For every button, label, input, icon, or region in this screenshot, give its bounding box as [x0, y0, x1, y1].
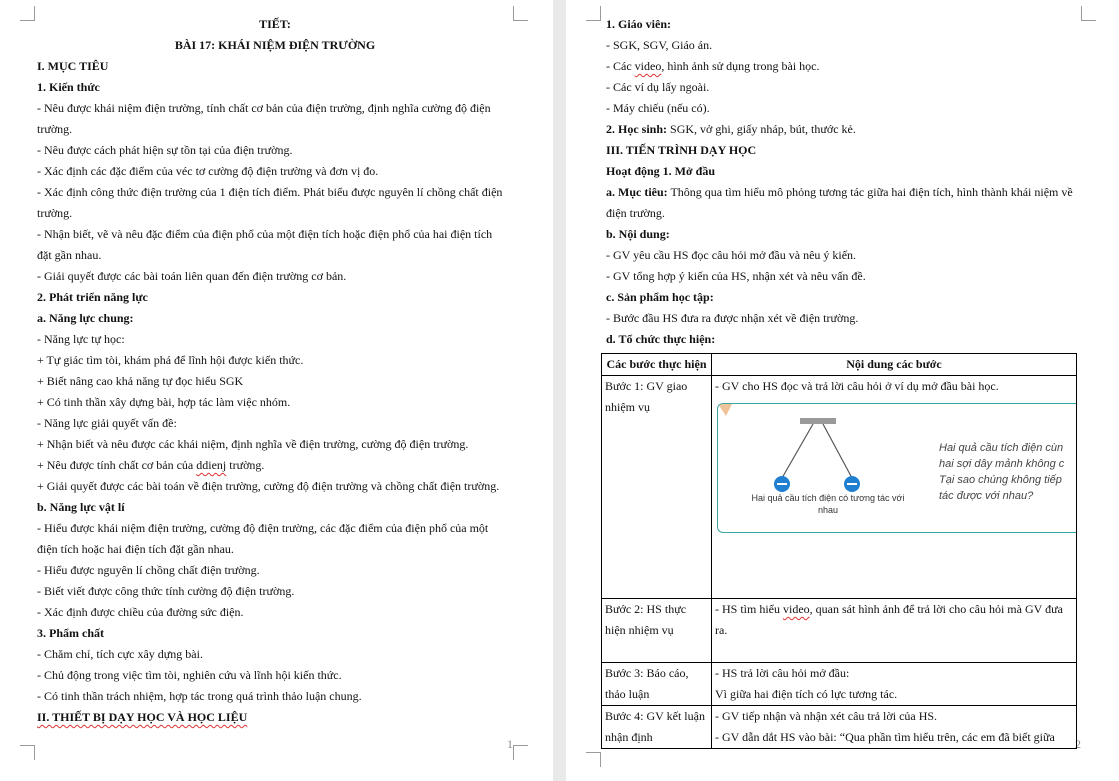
- cell-line: - HS trả lời câu hỏi mở đầu:: [715, 666, 850, 680]
- paragraph-line: [606, 119, 1084, 140]
- label-hoc-sinh: 2. Học sinh:: [606, 122, 668, 136]
- paragraph-line: - Nhận biết, vẽ và nêu đặc điểm của điện phổ của một điện tích hoặc điện phổ của hai điện tích: [37, 227, 493, 241]
- table-cell-step: [602, 663, 712, 706]
- crop-mark: [586, 752, 601, 767]
- paragraph-line: trường.: [37, 122, 73, 136]
- crop-mark: [20, 745, 35, 760]
- crop-mark: [513, 6, 528, 21]
- cell-line: Vì giữa hai điện tích có lực tương tác.: [715, 687, 898, 701]
- paragraph-line: - Hiểu được nguyên lí chồng chất điện trường.: [37, 563, 260, 577]
- paragraph-line: điện tích hoặc hai điện tích đặt gần nhau.: [37, 542, 234, 556]
- paragraph-line: - Các ví dụ lấy ngoài.: [606, 80, 710, 94]
- charged-spheres-illustration: [717, 403, 1076, 533]
- spelling-error-word[interactable]: video: [783, 602, 810, 616]
- table-header-row: [602, 354, 1077, 376]
- page-2-body: [606, 14, 1084, 350]
- heading-giao-vien: 1. Giáo viên:: [606, 17, 671, 31]
- paragraph-line: - Năng lực tự học:: [37, 332, 125, 346]
- paragraph-line: - Chủ động trong việc tìm tòi, nghiên cứu và lĩnh hội kiến thức.: [37, 668, 342, 682]
- table-header: Nội dung các bước: [712, 354, 1077, 376]
- spelling-error-word[interactable]: ddienj: [196, 458, 227, 472]
- cell-line: ra.: [715, 623, 728, 637]
- crop-mark: [586, 6, 601, 21]
- text-run: SGK, vở ghi, giấy nháp, bút, thước kẻ.: [667, 122, 856, 136]
- page-1: [0, 0, 553, 781]
- paragraph-line: + Nhận biết và nêu được các khái niệm, định nghĩa về điện trường, cường độ điện trường.: [37, 437, 469, 451]
- cell-line: Bước 2: HS thực: [605, 602, 687, 616]
- paragraph-line: đặt gần nhau.: [37, 248, 102, 262]
- paragraph-line: - Hiểu được khái niệm điện trường, cường độ điện trường, các đặc điểm của điện phổ của một: [37, 521, 489, 535]
- paragraph-line: - Xác định công thức điện trường của 1 điện tích điểm. Phát biểu được nguyên lí chồng chất điện: [37, 185, 503, 199]
- illustration-caption: Hai quả cầu tích điện có tương tác với nhau: [751, 493, 905, 515]
- paragraph-line: - Giải quyết được các bài toán liên quan đến điện trường cơ bản.: [37, 269, 347, 283]
- table-row: [602, 706, 1077, 749]
- paragraph-line: + Giải quyết được các bài toán về điện trường, cường độ điện trường và chồng chất điện trường.: [37, 479, 500, 493]
- heading-kien-thuc: 1. Kiến thức: [37, 80, 100, 94]
- paragraph-line: - GV tổng hợp ý kiến của HS, nhận xét và nêu vấn đề.: [606, 269, 866, 283]
- paragraph-line: [606, 182, 1084, 203]
- heading-thiet-bi: [37, 707, 513, 728]
- paragraph-line: - Chăm chỉ, tích cực xây dựng bài.: [37, 647, 203, 661]
- cell-line: - GV tiếp nhận và nhận xét câu trả lời của HS.: [715, 709, 938, 723]
- page-number: 1: [507, 737, 513, 751]
- pointer-marker: [718, 404, 732, 416]
- paragraph-line: + Có tinh thần xây dựng bài, hợp tác làm việc nhóm.: [37, 395, 291, 409]
- paragraph-line: - Nêu được cách phát hiện sự tồn tại của điện trường.: [37, 143, 293, 157]
- paragraph-line: [606, 56, 1084, 77]
- paragraph-line: - GV yêu cầu HS đọc câu hỏi mở đầu và nêu ý kiến.: [606, 248, 857, 262]
- minus-sign-icon: [777, 483, 787, 485]
- text-run: , quan sát hình ảnh để trả lời cho câu hỏi mà GV đưa: [809, 602, 1063, 616]
- cell-line: - GV cho HS đọc và trả lời câu hỏi ở ví dụ mở đầu bài học.: [715, 379, 999, 393]
- cell-line: nhiệm vụ: [605, 400, 650, 414]
- table-cell-step: [602, 376, 712, 599]
- lesson-title: BÀI 17: KHÁI NIỆM ĐIỆN TRƯỜNG: [174, 38, 376, 52]
- steps-table: [601, 353, 1077, 749]
- cell-line: [715, 599, 1073, 620]
- table-cell-content: [712, 706, 1077, 749]
- cell-line: Bước 3: Báo cáo,: [605, 666, 689, 680]
- heading-muc-tieu: I. MỤC TIÊU: [37, 59, 109, 73]
- table-cell-content: [712, 376, 1077, 599]
- paragraph-line: - Có tinh thần trách nhiệm, hợp tác trong quá trình thảo luận chung.: [37, 689, 362, 703]
- cell-line: Bước 4: GV kết luận: [605, 709, 705, 723]
- paragraph-line: - Biết viết được công thức tính cường độ điện trường.: [37, 584, 295, 598]
- heading-noi-dung: b. Nội dung:: [606, 227, 670, 241]
- lesson-tiet: TIẾT:: [259, 17, 291, 31]
- table-row: [602, 599, 1077, 663]
- paragraph-line: - Máy chiếu (nếu có).: [606, 101, 710, 115]
- table-row: [602, 376, 1077, 599]
- page-number: 2: [1075, 737, 1081, 751]
- support-bar: [800, 418, 836, 424]
- heading-hoat-dong-1: Hoạt động 1. Mở đầu: [606, 164, 715, 178]
- paragraph-line: + Tự giác tìm tòi, khám phá để lĩnh hội được kiến thức.: [37, 353, 304, 367]
- label-muc-tieu: a. Mục tiêu:: [606, 185, 668, 199]
- paragraph-line: - Năng lực giải quyết vấn đề:: [37, 416, 177, 430]
- paragraph-line: - Nêu được khái niệm điện trường, tính chất cơ bản của điện trường, định nghĩa cường độ điện: [37, 101, 491, 115]
- minus-sign-icon: [847, 483, 857, 485]
- thread-right: [823, 424, 852, 478]
- cell-line: - GV dẫn dắt HS vào bài: “Qua phần tìm hiểu trên, các em đã biết giữa: [715, 730, 1055, 744]
- paragraph-line: + Biết nâng cao khả năng tự đọc hiểu SGK: [37, 374, 244, 388]
- heading-nang-luc-vat-li: b. Năng lực vật lí: [37, 500, 125, 514]
- paragraph-line: điện trường.: [606, 206, 665, 220]
- paragraph-line: - Bước đầu HS đưa ra được nhận xét về điện trường.: [606, 311, 859, 325]
- text-run: Thông qua tìm hiểu mô phỏng tương tác giữa hai điện tích, hình thành khái niệm về: [667, 185, 1073, 199]
- page-1-body: [37, 14, 513, 728]
- heading-nang-luc-chung: a. Năng lực chung:: [37, 311, 134, 325]
- table-cell-step: [602, 706, 712, 749]
- crop-mark: [513, 745, 528, 760]
- crop-mark: [20, 6, 35, 21]
- paragraph-line: - SGK, SGV, Giáo án.: [606, 38, 713, 52]
- page-2: [566, 0, 1119, 781]
- cell-line: nhận định: [605, 730, 653, 744]
- cell-line: Bước 1: GV giao: [605, 379, 688, 393]
- heading-pham-chat: 3. Phẩm chất: [37, 626, 104, 640]
- paragraph-line: - Xác định được chiều của đường sức điện.: [37, 605, 244, 619]
- illustration-question: Hai quả cầu tích điện cùn hai sợi dây mảnh không c Tại sao chúng không tiếp tác được với nhau?: [939, 442, 1065, 502]
- heading-phat-trien-nang-luc: 2. Phát triển năng lực: [37, 290, 148, 304]
- heading-san-pham: c. Sản phẩm học tập:: [606, 290, 714, 304]
- text-run: + Nêu được tính chất cơ bản của: [37, 458, 197, 472]
- thread-left: [782, 424, 813, 478]
- heading-to-chuc: d. Tổ chức thực hiện:: [606, 332, 716, 346]
- spelling-underlined-heading[interactable]: II. THIẾT BỊ DẠY HỌC VÀ HỌC LIỆU: [37, 710, 248, 724]
- cell-line: thảo luận: [605, 687, 650, 701]
- paragraph-line: [37, 455, 513, 476]
- table-cell-content: [712, 599, 1077, 663]
- table-cell-content: [712, 663, 1077, 706]
- heading-tien-trinh: III. TIẾN TRÌNH DẠY HỌC: [606, 143, 757, 157]
- text-run: trường.: [226, 458, 265, 472]
- table-header: Các bước thực hiện: [602, 354, 712, 376]
- cell-line: hiện nhiệm vụ: [605, 623, 674, 637]
- paragraph-line: trường.: [37, 206, 73, 220]
- table-cell-step: [602, 599, 712, 663]
- table-row: [602, 663, 1077, 706]
- text-run: - HS tìm hiểu: [715, 602, 783, 616]
- text-run: , hình ảnh sử dụng trong bài học.: [661, 59, 820, 73]
- paragraph-line: - Xác định các đặc điểm của véc tơ cường độ điện trường và đơn vị đo.: [37, 164, 379, 178]
- text-run: - Các: [606, 59, 635, 73]
- spelling-error-word[interactable]: video: [634, 59, 662, 73]
